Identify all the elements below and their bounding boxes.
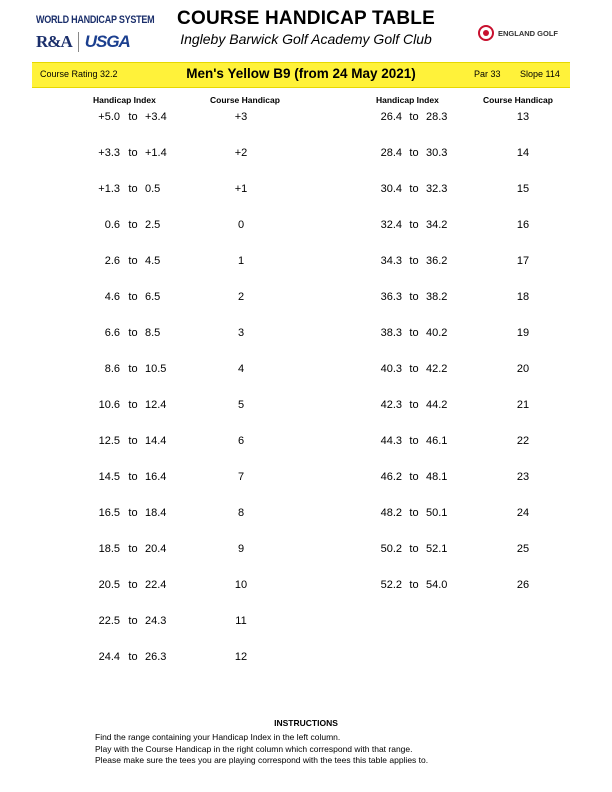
index-low: 18.5 [98,543,120,555]
index-low: 38.3 [380,327,402,339]
course-handicap-value: 26 [516,579,530,591]
to-label: to [128,399,138,411]
index-low: 46.2 [380,471,402,483]
course-rating: Course Rating 32.2 [40,69,118,79]
to-label: to [128,183,138,195]
col-header-handicap-index-right: Handicap Index [376,95,439,105]
index-low: +3.3 [98,147,120,159]
index-high: 16.4 [145,471,167,483]
course-handicap-value: 2 [237,291,245,303]
index-low: 0.6 [104,219,120,231]
course-handicap-value: 9 [237,543,245,555]
to-label: to [128,651,138,663]
index-high: 18.4 [145,507,167,519]
to-label: to [409,255,419,267]
to-label: to [409,471,419,483]
index-low: 52.2 [380,579,402,591]
course-handicap-value: 17 [516,255,530,267]
instruction-line: Please make sure the tees you are playing correspond with the tees this table applies to. [95,755,429,765]
slope: Slope 114 [520,69,560,79]
course-handicap-value: 18 [516,291,530,303]
course-handicap-value: 14 [516,147,530,159]
course-handicap-value: 1 [237,255,245,267]
index-high: 36.2 [426,255,448,267]
page-title: COURSE HANDICAP TABLE [177,8,435,29]
course-handicap-value: 15 [516,183,530,195]
col-header-handicap-index-left: Handicap Index [93,95,156,105]
col-header-course-handicap-left: Course Handicap [210,95,280,105]
index-high: 48.1 [426,471,448,483]
index-high: 26.3 [145,651,167,663]
to-label: to [128,435,138,447]
index-low: 16.5 [98,507,120,519]
course-handicap-value: 19 [516,327,530,339]
to-label: to [409,363,419,375]
index-low: 6.6 [104,327,120,339]
to-label: to [409,543,419,555]
index-low: +1.3 [98,183,120,195]
index-high: 50.1 [426,507,448,519]
course-handicap-value: 11 [235,615,247,627]
to-label: to [409,327,419,339]
to-label: to [128,255,138,267]
instruction-line: Find the range containing your Handicap Index in the left column. [95,732,341,742]
to-label: to [128,507,138,519]
usga-logo: USGA [78,32,130,52]
course-handicap-value: 10 [234,579,248,591]
course-handicap-value: 24 [516,507,530,519]
to-label: to [409,111,419,123]
course-handicap-value: 20 [516,363,530,375]
index-high: 32.3 [426,183,448,195]
index-high: 10.5 [145,363,167,375]
index-high: +1.4 [145,147,167,159]
course-handicap-value: 21 [516,399,530,411]
index-high: 0.5 [145,183,161,195]
course-handicap-value: +2 [234,147,248,159]
index-high: 52.1 [426,543,448,555]
index-low: 36.3 [380,291,402,303]
index-high: 54.0 [426,579,448,591]
org-logos [36,32,146,52]
index-low: 4.6 [104,291,120,303]
index-low: 2.6 [104,255,120,267]
whs-logo-text: WORLD HANDICAP SYSTEM [36,14,155,26]
to-label: to [128,111,138,123]
index-low: 50.2 [380,543,402,555]
course-handicap-value: 22 [516,435,530,447]
course-handicap-value: 6 [237,435,245,447]
col-header-course-handicap-right: Course Handicap [483,95,553,105]
index-low: 12.5 [98,435,120,447]
to-label: to [409,435,419,447]
to-label: to [128,543,138,555]
course-handicap-value: 4 [237,363,245,375]
course-handicap-value: 13 [516,111,530,123]
club-name: Ingleby Barwick Golf Academy Golf Club [180,31,432,47]
course-handicap-value: 0 [237,219,245,231]
index-high: +3.4 [145,111,167,123]
instructions [0,718,612,765]
index-high: 12.4 [145,399,167,411]
to-label: to [128,327,138,339]
to-label: to [409,291,419,303]
to-label: to [409,399,419,411]
tee-name: Men's Yellow B9 (from 24 May 2021) [186,66,416,81]
to-label: to [128,579,138,591]
england-golf-logo [478,25,558,41]
to-label: to [128,471,138,483]
to-label: to [409,507,419,519]
to-label: to [409,183,419,195]
to-label: to [409,147,419,159]
index-high: 28.3 [426,111,448,123]
index-low: 44.3 [380,435,402,447]
index-high: 4.5 [145,255,161,267]
course-handicap-value: 8 [237,507,245,519]
index-high: 46.1 [426,435,448,447]
index-low: 22.5 [98,615,120,627]
index-high: 2.5 [145,219,161,231]
course-handicap-value: +3 [234,111,248,123]
index-low: 34.3 [380,255,402,267]
index-high: 42.2 [426,363,448,375]
to-label: to [409,579,419,591]
to-label: to [128,147,138,159]
index-low: +5.0 [98,111,120,123]
par: Par 33 [474,69,501,79]
course-handicap-value: 25 [516,543,530,555]
course-handicap-value: 5 [237,399,245,411]
index-low: 40.3 [380,363,402,375]
course-handicap-value: 16 [516,219,530,231]
course-handicap-value: 23 [516,471,530,483]
whs-logo [36,14,155,52]
index-high: 6.5 [145,291,161,303]
index-high: 14.4 [145,435,167,447]
index-low: 20.5 [98,579,120,591]
rose-icon [478,25,494,41]
course-handicap-value: +1 [234,183,248,195]
instruction-line: Play with the Course Handicap in the right column which correspond with that range. [95,743,413,754]
index-low: 14.5 [98,471,120,483]
ra-logo: R&A [36,32,72,51]
index-high: 8.5 [145,327,161,339]
index-low: 48.2 [380,507,402,519]
index-high: 24.3 [145,615,167,627]
to-label: to [128,291,138,303]
course-handicap-value: 12 [234,651,248,663]
index-low: 24.4 [98,651,120,663]
index-high: 22.4 [145,579,167,591]
index-low: 8.6 [104,363,120,375]
tee-info-band [32,62,570,88]
index-high: 44.2 [426,399,448,411]
to-label: to [128,219,138,231]
england-golf-text: ENGLAND GOLF [498,28,558,38]
instructions-title: INSTRUCTIONS [274,718,338,728]
to-label: to [128,363,138,375]
index-low: 28.4 [380,147,402,159]
course-handicap-value: 3 [237,327,245,339]
index-high: 38.2 [426,291,448,303]
index-high: 40.2 [426,327,448,339]
index-high: 30.3 [426,147,448,159]
instructions-lines [95,732,535,767]
index-low: 42.3 [380,399,402,411]
index-high: 20.4 [145,543,167,555]
title-block [150,8,462,47]
course-handicap-value: 7 [237,471,245,483]
index-low: 26.4 [380,111,402,123]
index-high: 34.2 [426,219,448,231]
index-low: 10.6 [98,399,120,411]
to-label: to [128,615,138,627]
index-low: 30.4 [380,183,402,195]
to-label: to [409,219,419,231]
index-low: 32.4 [380,219,402,231]
